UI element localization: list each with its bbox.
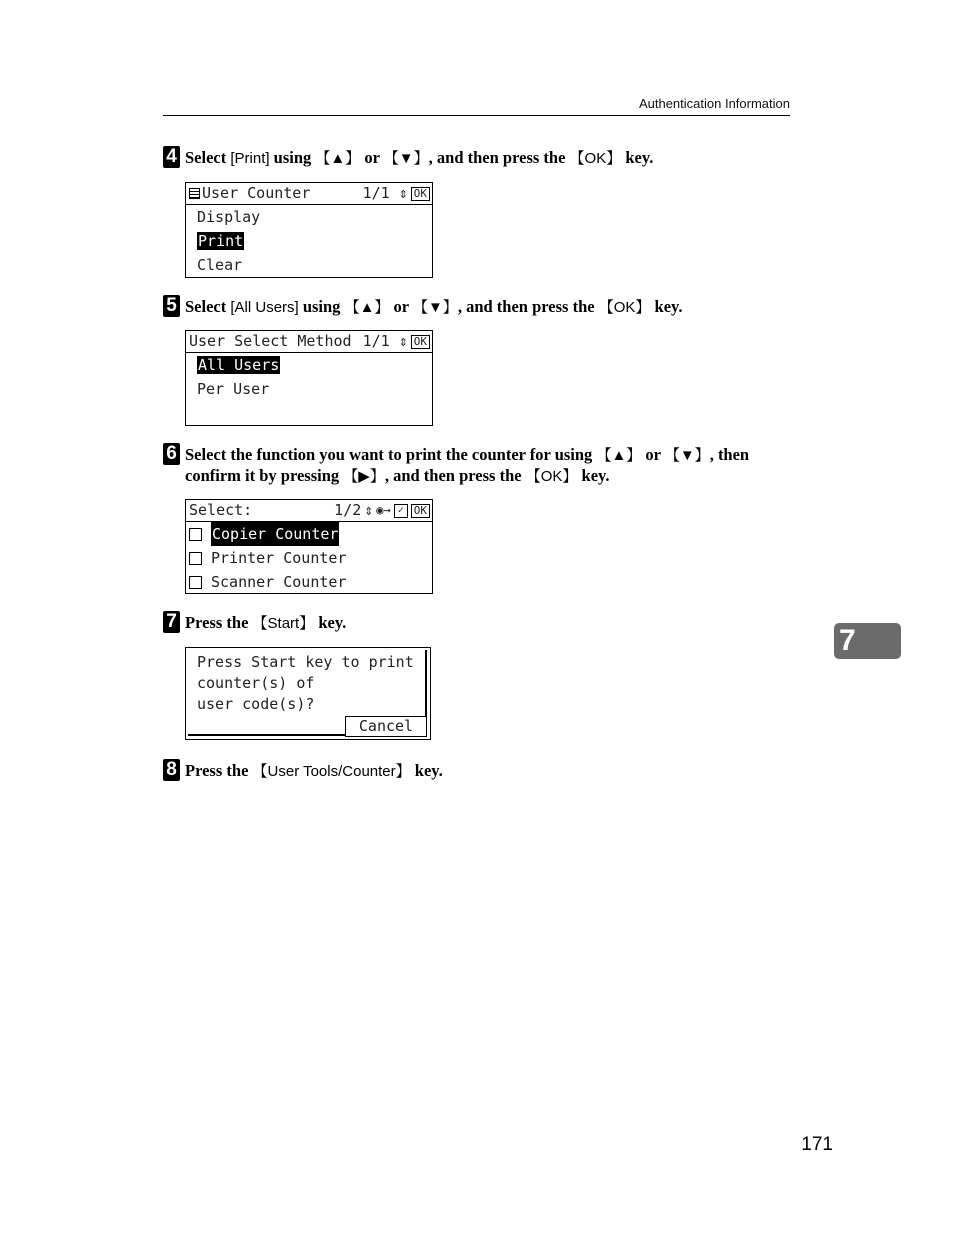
key-label: 【User Tools/Counter】 [252,763,411,780]
menu-item-per-user[interactable]: Per User [197,380,270,398]
selected-item-label: Copier Counter [211,522,339,546]
text-run: , and then press the [428,148,570,167]
up-down-arrow-icon: ⇕ [398,332,408,350]
lcd-title: User Counter [202,184,311,202]
lcd-title-bar [186,331,432,353]
lcd-page-indicator: 1/1 [362,332,390,350]
key-label: 【OK】 [525,468,578,485]
text-run: Press the [185,613,253,632]
text-run: key. [650,297,683,316]
menu-icon [189,188,200,199]
page-number: 171 [801,1134,833,1155]
key-label: [All Users] [230,299,299,316]
step-number: 6 [163,443,180,465]
step-5 [163,293,793,318]
checkbox-item-printer-counter[interactable] [186,546,432,570]
lcd-title: User Select Method [189,332,352,350]
ok-key-icon: OK [411,504,430,518]
text-run: , and then press the [457,297,599,316]
checkmark-box-icon: ✓ [394,504,408,518]
right-arrow-circle-icon: ◉→ [376,503,391,517]
checkbox[interactable] [189,576,202,589]
step-7 [163,609,793,634]
selected-item-label: Print [198,232,244,250]
step-instruction [185,757,793,782]
key-label: 【▼】 [383,150,429,167]
dialog-message-line: counter(s) of [197,674,315,692]
up-down-arrow-icon: ⇕ [364,501,374,519]
ok-key-icon: OK [411,335,430,349]
lcd-screen-user-counter [185,182,433,278]
text-run: using [298,297,345,316]
menu-item-clear[interactable]: Clear [197,256,243,274]
lcd-screen-select-counter [185,499,433,594]
text-run: or [389,297,413,316]
item-label: Scanner Counter [211,573,347,591]
text-run: Select the function you want to print the counter for using [185,445,597,464]
step-instruction [185,144,793,169]
lcd-page-indicator: 1/1 [362,184,390,202]
ok-key-icon: OK [411,187,430,201]
dialog-message-line: Press Start key to print [197,653,414,671]
chapter-tab: 7 [834,623,901,659]
menu-item-print[interactable] [186,229,432,253]
item-label: Printer Counter [211,549,347,567]
lcd-screen-user-select-method [185,330,433,426]
step-8 [163,757,793,782]
text-run: Select [185,148,231,167]
lcd-title: Select: [189,501,253,519]
dialog-message-line: user code(s)? [197,695,315,713]
lcd-page-indicator: 1/2 [334,501,362,519]
cancel-button[interactable]: Cancel [345,716,427,737]
text-run: or [360,148,384,167]
selected-item-label: All Users [198,356,280,374]
text-run: , and then press the [384,466,526,485]
key-label: 【OK】 [569,150,622,167]
lcd-title-bar [186,500,432,522]
text-run: key. [621,148,654,167]
up-down-arrow-icon: ⇕ [398,184,408,202]
running-header: Authentication Information [638,96,790,111]
key-label: 【▲】 [315,150,361,167]
header-divider [163,115,790,116]
checkbox-item-scanner-counter[interactable] [186,570,432,594]
text-run: Press the [185,761,253,780]
text-run: key. [314,613,347,632]
key-label: 【▲】 [344,299,390,316]
text-run: Select [185,297,231,316]
step-number: 5 [163,295,180,317]
text-run: using [269,148,316,167]
step-number: 7 [163,611,180,633]
key-label: [Print] [230,150,270,167]
key-label: 【Start】 [252,615,315,632]
key-label: 【▼】 [664,447,710,464]
text-run: or [641,445,665,464]
lcd-confirm-dialog [185,647,431,740]
text-run: key. [410,761,443,780]
lcd-title-bar [186,183,432,205]
dialog-frame [188,650,427,736]
step-6 [163,441,793,487]
text-run: , then confirm it by pressing [185,445,750,485]
step-number: 8 [163,759,180,781]
key-label: 【▼】 [412,299,458,316]
step-instruction [185,609,793,634]
step-4 [163,144,793,169]
key-label: 【▶】 [343,468,385,485]
menu-item-display[interactable]: Display [197,208,261,226]
step-instruction [185,441,793,487]
key-label: 【OK】 [598,299,651,316]
step-instruction [185,293,793,318]
text-run: key. [577,466,610,485]
step-number: 4 [163,146,180,168]
key-label: 【▲】 [596,447,642,464]
